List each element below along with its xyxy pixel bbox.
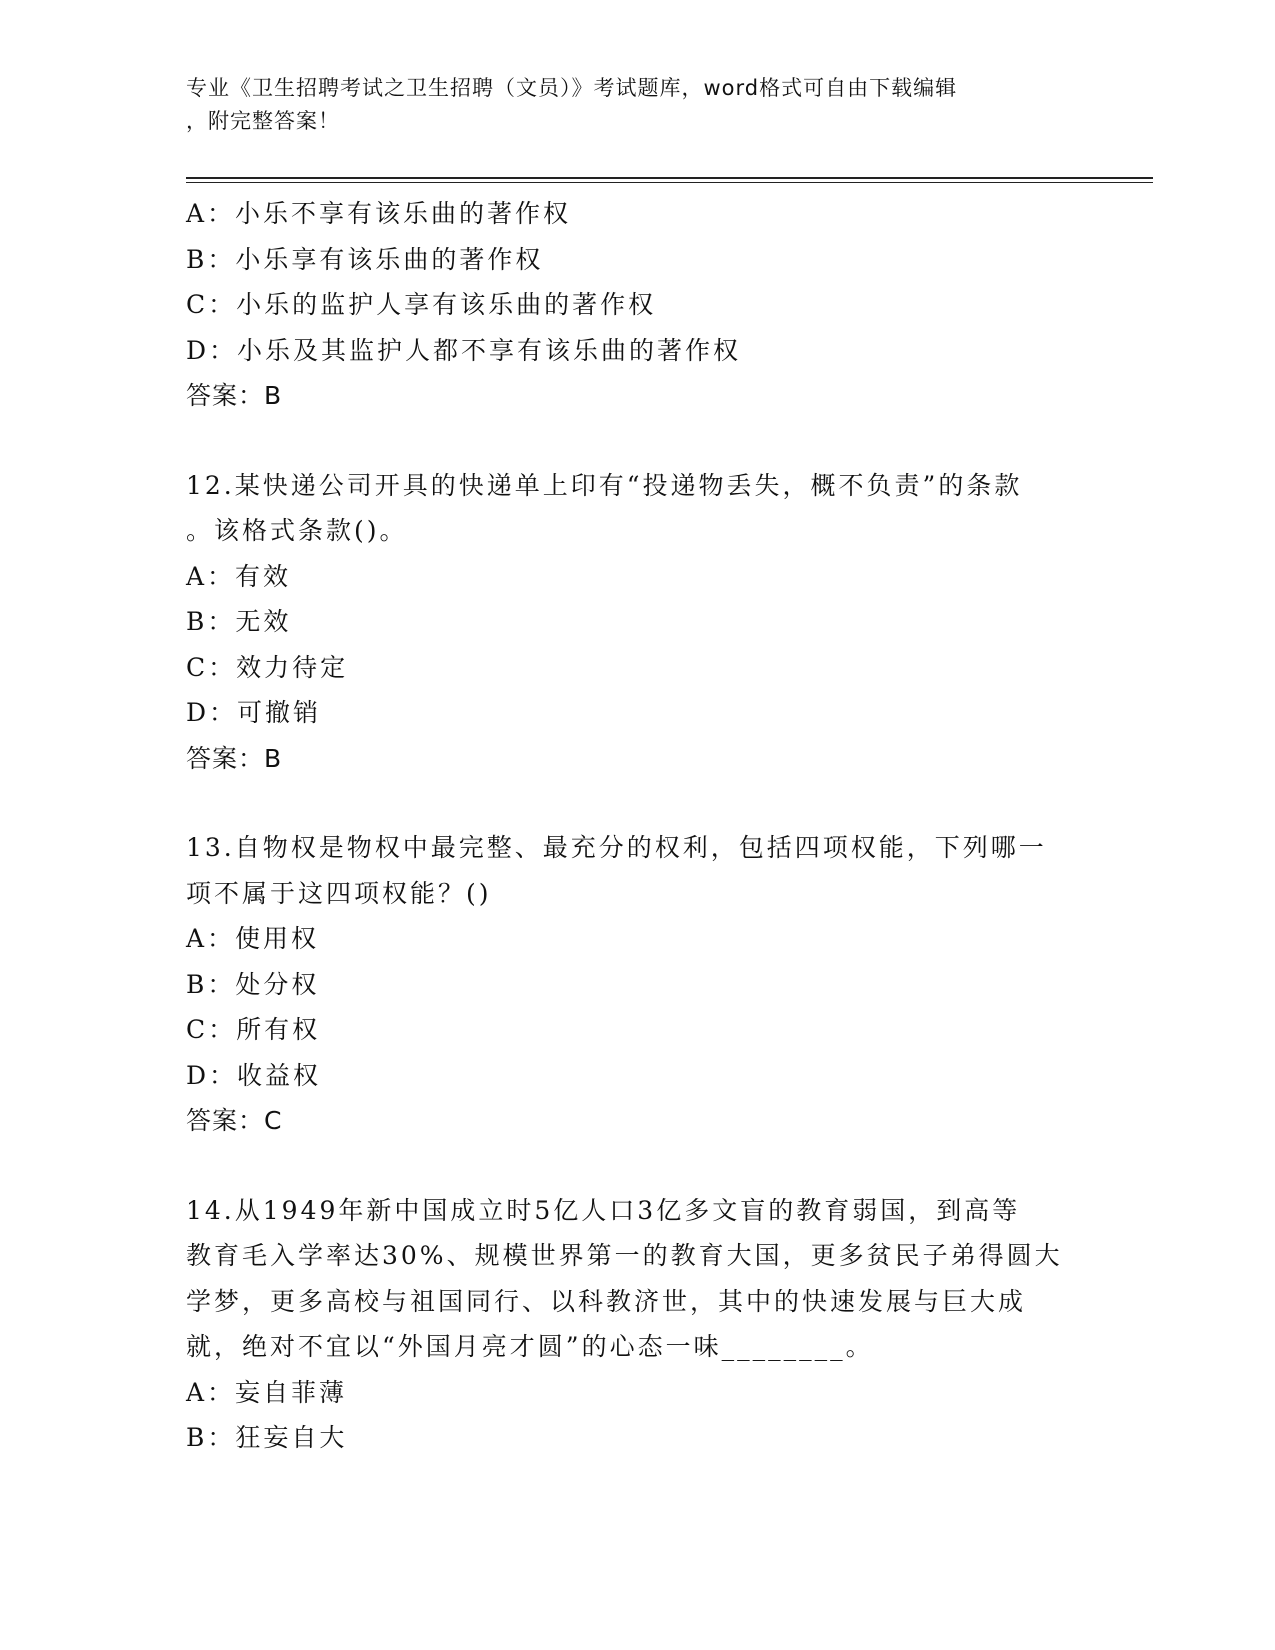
question-13	[186, 825, 1086, 1144]
option-d: D：小乐及其监护人都不享有该乐曲的著作权	[186, 335, 742, 365]
question-stem-line: 就，绝对不宜以“外国月亮才圆”的心态一味________。	[186, 1332, 874, 1361]
question-12	[186, 463, 1086, 782]
question-stem-line: 12.某快递公司开具的快递单上印有“投递物丢失，概不负责”的条款	[186, 470, 1023, 500]
question-spacer	[186, 781, 1086, 825]
option-b: B：处分权	[186, 969, 320, 999]
option-c: C：小乐的监护人享有该乐曲的著作权	[186, 290, 657, 319]
option-a: A：小乐不享有该乐曲的著作权	[186, 199, 572, 228]
question-spacer	[186, 419, 1086, 463]
question-content	[186, 191, 1086, 1461]
question-14	[186, 1188, 1086, 1461]
header-divider-thin	[186, 182, 1153, 183]
option-b: B：狂妄自大	[186, 1423, 348, 1452]
question-stem-line: 教育毛入学率达30%、规模世界第一的教育大国，更多贫民子弟得圆大	[186, 1241, 1063, 1270]
option-b: B：小乐享有该乐曲的著作权	[186, 244, 544, 274]
option-a: A：有效	[186, 561, 292, 591]
option-a: A：妄自菲薄	[186, 1377, 348, 1407]
question-stem-line: 13.自物权是物权中最完整、最充分的权利，包括四项权能，下列哪一	[186, 833, 1047, 862]
answer-line: 答案：B	[186, 743, 283, 773]
question-stem-line: 学梦，更多高校与祖国同行、以科教济世，其中的快速发展与巨大成	[186, 1286, 1027, 1316]
option-c: C：效力待定	[186, 652, 349, 682]
option-a: A：使用权	[186, 924, 320, 953]
question-11-tail	[186, 191, 1086, 419]
question-spacer	[186, 1144, 1086, 1188]
question-stem-line: 。该格式条款()。	[186, 516, 408, 545]
question-stem-line: 项不属于这四项权能？()	[186, 878, 492, 908]
question-stem-line: 14.从1949年新中国成立时5亿人口3亿多文盲的教育弱国，到高等	[186, 1195, 1021, 1225]
answer-line: 答案：C	[186, 1106, 283, 1135]
header-title-line-2: ，附完整答案！	[186, 109, 340, 133]
header-title-line-1: 专业《卫生招聘考试之卫生招聘（文员）》考试题库，word格式可自由下载编辑	[186, 76, 958, 100]
answer-line: 答案：B	[186, 381, 283, 410]
option-c: C：所有权	[186, 1015, 321, 1044]
option-b: B：无效	[186, 607, 292, 636]
header-divider-thick	[186, 177, 1153, 179]
option-d: D：收益权	[186, 1060, 322, 1090]
option-d: D：可撤销	[186, 698, 322, 727]
document-header	[186, 72, 1066, 138]
